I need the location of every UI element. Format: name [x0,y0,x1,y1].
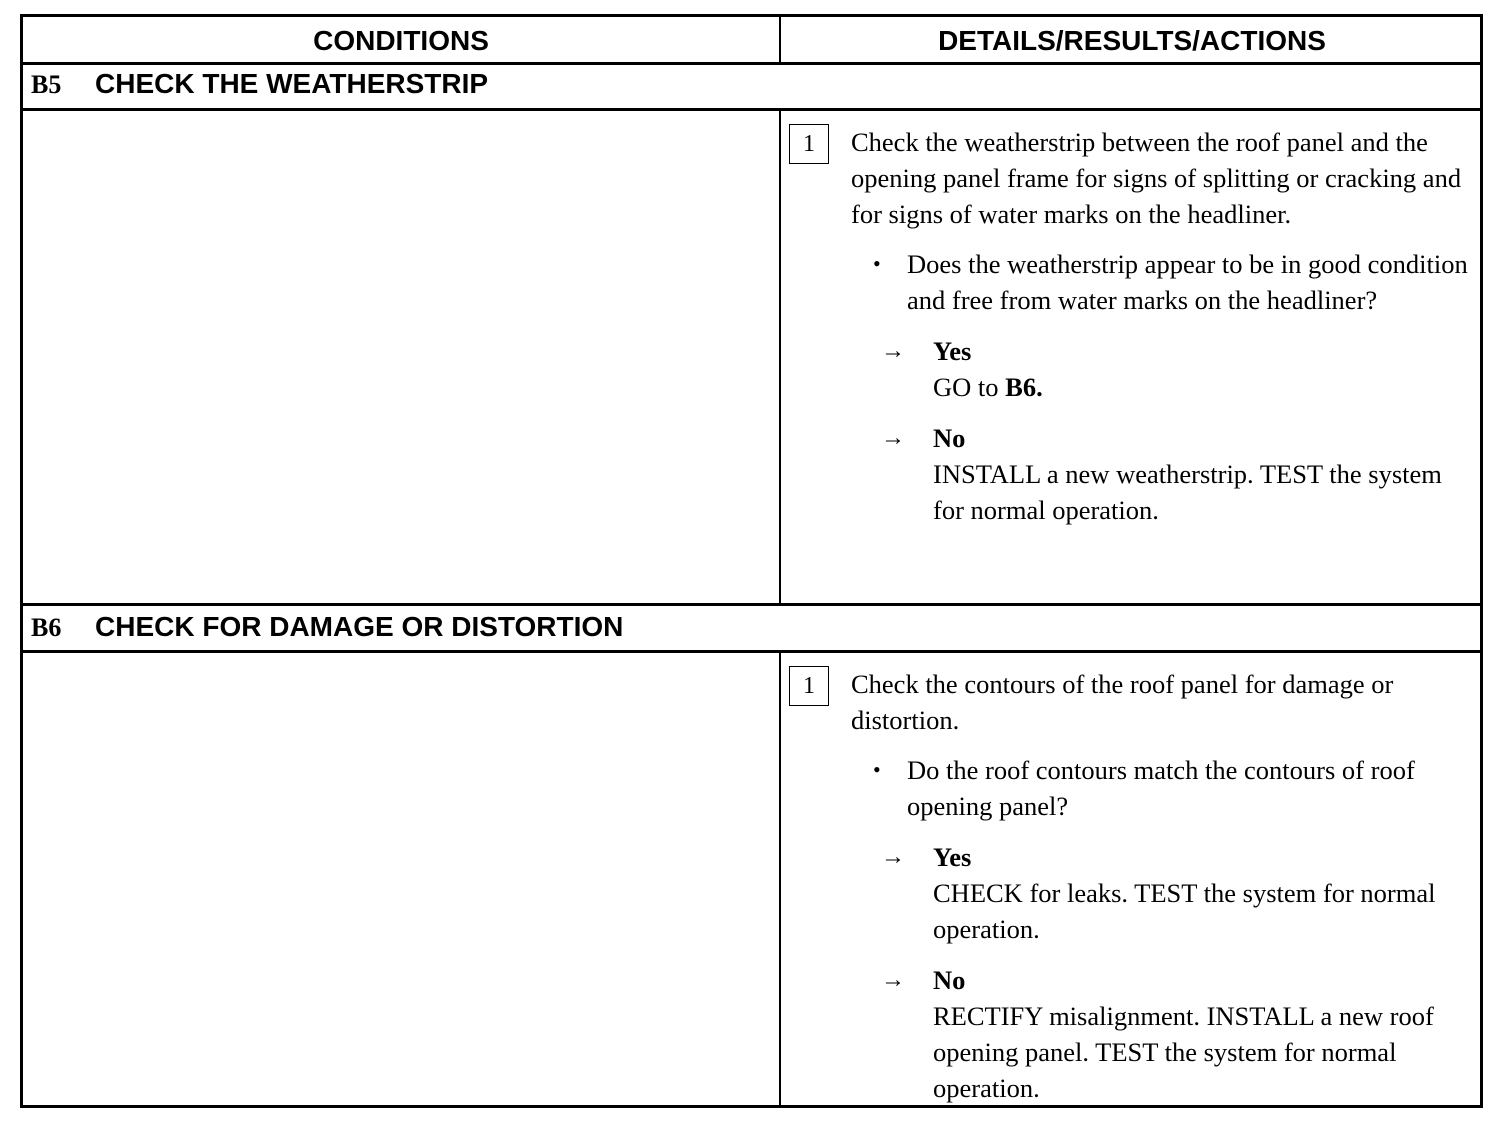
yes-label: Yes [933,842,972,872]
yes-action: CHECK for leaks. TEST the system for normal operation. [933,878,1436,944]
yes-action-target: B6. [1005,372,1043,402]
no-label: No [933,965,966,995]
yes-label: Yes [933,336,972,366]
question-item [873,246,1479,318]
instruction-text: Check the contours of the roof panel for damage or distortion. [851,669,1394,735]
yes-answer [881,333,1479,405]
question-item [873,752,1479,824]
yes-answer [881,839,1479,947]
step-title-text: CHECK FOR DAMAGE OR DISTORTION [95,611,624,642]
details-column-header: DETAILS/RESULTS/ACTIONS [938,25,1326,56]
step-title-b5 [31,64,488,104]
b6-column-divider [779,652,781,1108]
step-title-b6 [31,607,623,647]
arrow-right-icon: → [881,338,905,364]
yes-action-prefix: GO to [933,372,999,402]
b5-end-divider [23,603,1480,606]
question-text: Does the weatherstrip appear to be in good condition and free from water marks on the headliner? [907,249,1468,315]
step-number-box: 1 [789,124,829,164]
b5-column-divider [779,110,781,604]
arrow-right-icon: → [881,967,905,993]
no-action: INSTALL a new weatherstrip. TEST the system for normal operation. [933,459,1442,525]
step-id: B5 [31,70,62,99]
question-text: Do the roof contours match the contours of roof opening panel? [907,755,1415,821]
diagnostic-table [20,14,1483,1108]
yes-action [933,369,1479,405]
conditions-column-header: CONDITIONS [313,25,489,56]
step-details-b5 [789,124,1479,528]
arrow-right-icon: → [881,425,905,451]
arrow-right-icon: → [881,844,905,870]
no-label: No [933,423,966,453]
no-action: RECTIFY misalignment. INSTALL a new roof opening panel. TEST the system for normal operation. [933,1001,1434,1103]
no-answer [881,962,1479,1106]
instruction-text: Check the weatherstrip between the roof panel and the opening panel frame for signs of splitting or cracking and for signs of water marks on the headliner. [851,127,1462,229]
step-details-b6 [789,666,1479,1106]
b5-title-divider [23,108,1480,111]
step-title-text: CHECK THE WEATHERSTRIP [95,68,489,99]
step-id: B6 [31,613,62,642]
header-column-divider [779,17,781,64]
no-answer [881,420,1479,528]
step-number-box: 1 [789,666,829,706]
bullet-icon: • [873,757,881,782]
bullet-icon: • [873,251,881,276]
b6-title-divider [23,650,1480,653]
